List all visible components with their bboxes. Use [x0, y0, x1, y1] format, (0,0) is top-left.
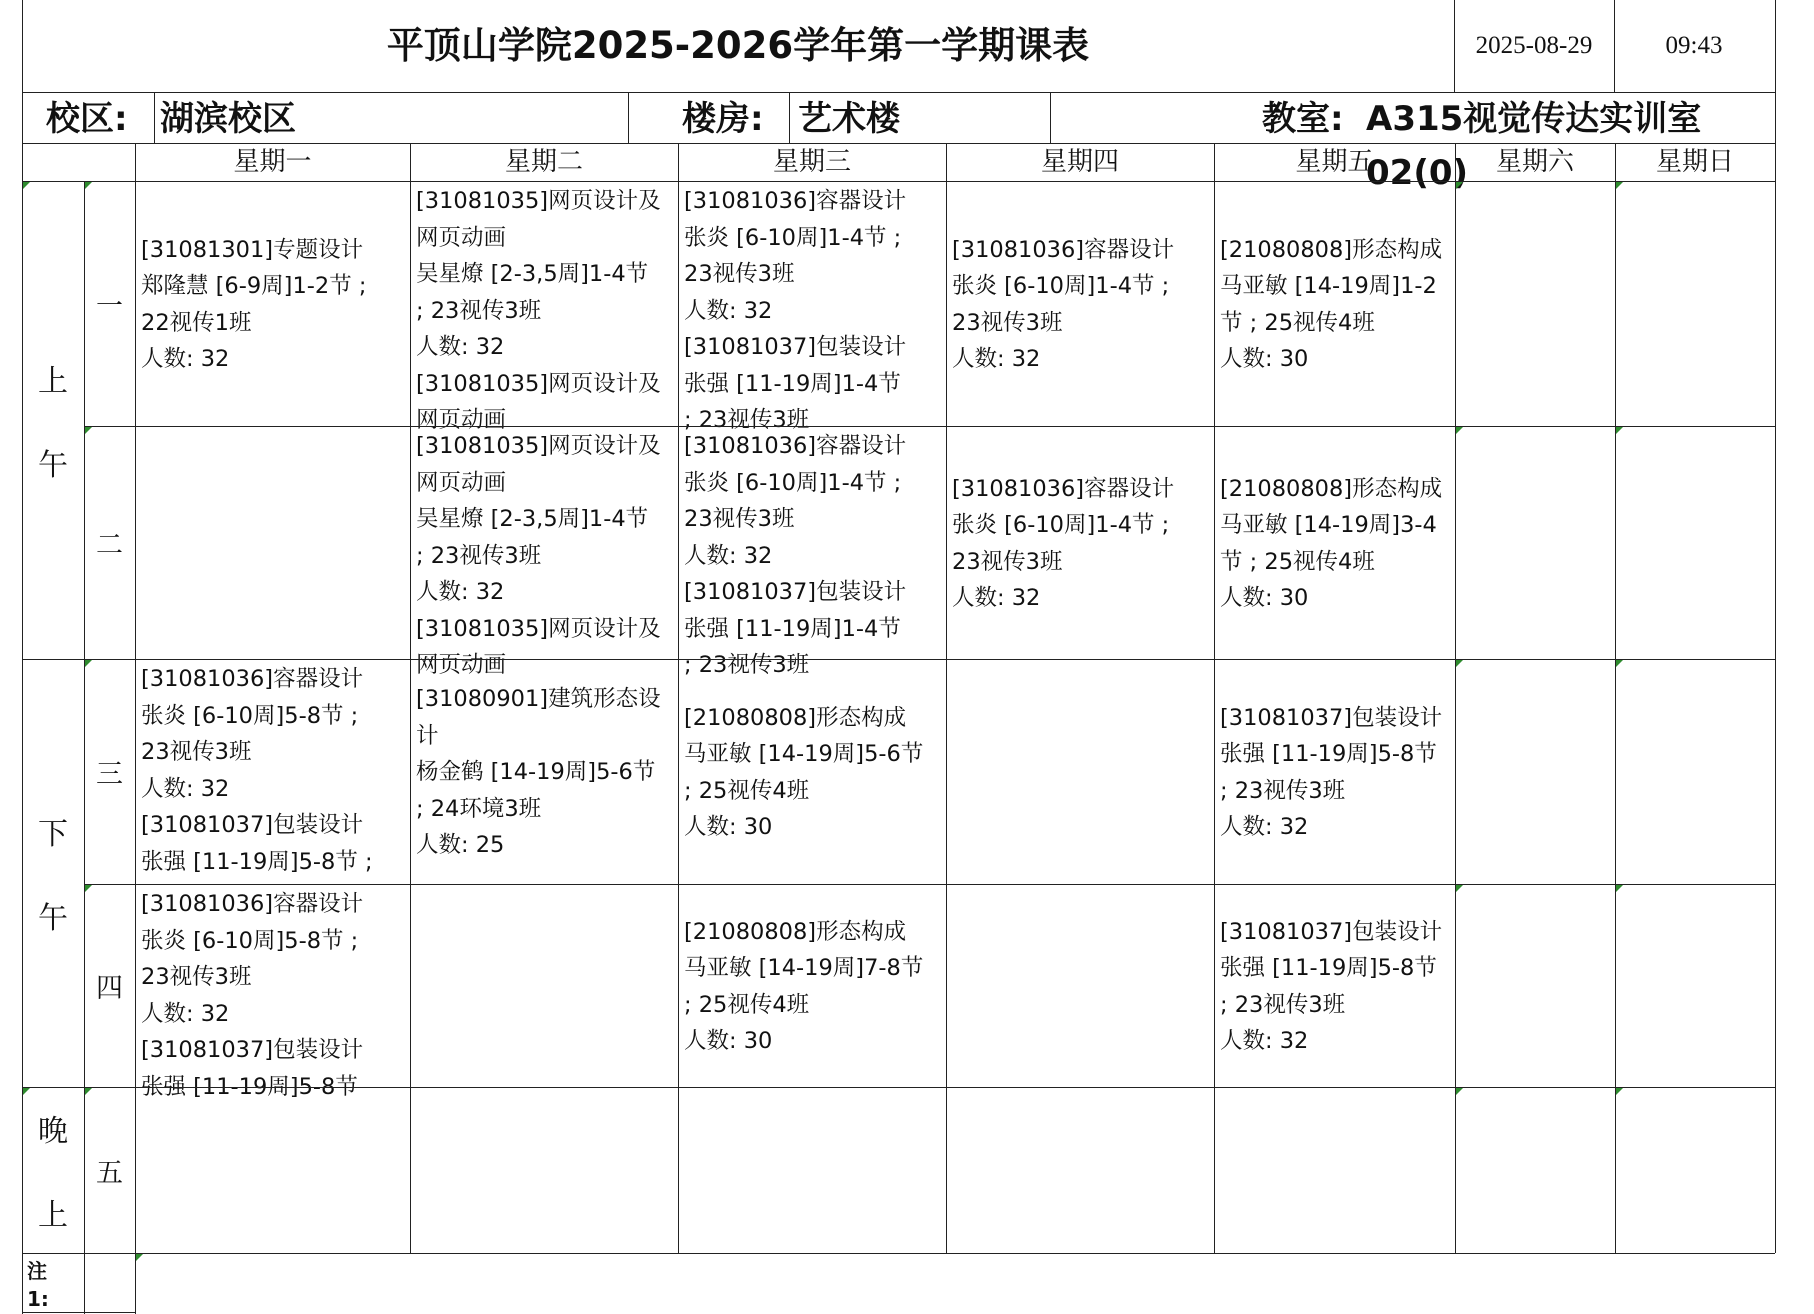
course-text: [31081036]容器设计 张炎 [6-10周]1-4节 ; 23视传3班 人数: 32: [952, 236, 1175, 372]
course-text: [31081036]容器设计 张炎 [6-10周]1-4节 ; 23视传3班 人数: 32: [952, 475, 1175, 611]
course-text: [31080901]建筑形态设 计 杨金鹤 [14-19周]5-6节 ; 24环境3班 人数: 25: [416, 686, 661, 859]
day-header-fri: 星期五: [1295, 147, 1374, 177]
grid-line: [84, 884, 1775, 885]
grid-line: [1614, 0, 1615, 92]
cell-marker: [1456, 885, 1463, 892]
course-text: [31081037]包装设计 张强 [11-19周]5-8节 ; 23视传3班 人数: 32: [1220, 918, 1443, 1054]
cell-marker: [85, 427, 92, 434]
campus-label: 校区:: [46, 99, 128, 139]
period-5-label: 五: [96, 1157, 123, 1189]
building-value: 艺术楼: [798, 99, 900, 139]
course-p4-fri[interactable]: [1214, 884, 1455, 1087]
grid-line: [410, 143, 411, 1253]
cell-marker: [85, 1088, 92, 1095]
course-p3-fri[interactable]: [1214, 659, 1455, 884]
grid-line: [789, 92, 790, 143]
course-p2-fri[interactable]: [1214, 426, 1455, 659]
course-p2-tue[interactable]: [31081035]网页设计及 网页动画 吴星燎 [2-3,5周]1-4节 ; 23视传3班 人数: 32 [31081035]网页设计及 网页动画: [416, 433, 661, 678]
grid-line: [22, 92, 1775, 93]
grid-line: [154, 92, 155, 143]
grid-line: [1615, 143, 1616, 1253]
grid-line: [22, 1312, 135, 1313]
note-label: 注 1:: [27, 1259, 49, 1311]
cell-marker: [1616, 660, 1623, 667]
grid-line: [135, 143, 136, 1314]
grid-line: [22, 1253, 1775, 1254]
grid-line: [678, 143, 679, 1253]
cell-marker: [1616, 1088, 1623, 1095]
grid-line: [1455, 143, 1456, 1253]
course-text: [31081301]专题设计 郑隆慧 [6-9周]1-2节 ; 22视传1班 人数: 32: [141, 236, 367, 372]
building-label: 楼房:: [682, 99, 764, 139]
cell-marker: [23, 182, 30, 189]
period-4-label: 四: [96, 973, 123, 1004]
grid-line: [84, 181, 85, 1314]
course-p1-tue[interactable]: [31081035]网页设计及 网页动画 吴星燎 [2-3,5周]1-4节 ; 23视传3班 人数: 32 [31081035]网页设计及 网页动画: [416, 188, 661, 433]
day-header-mon: 星期一: [233, 147, 312, 177]
morning-char-2: 午: [38, 448, 68, 483]
day-header-sat: 星期六: [1495, 147, 1574, 177]
afternoon-label: [22, 659, 84, 1087]
grid-line: [22, 659, 1775, 660]
course-p2-thu[interactable]: [946, 426, 1214, 659]
cell-marker: [23, 1088, 30, 1095]
cell-marker: [1456, 427, 1463, 434]
day-header-tue: 星期二: [504, 147, 583, 177]
cell-marker: [136, 1254, 143, 1261]
classroom-value: A315视觉传达实训室02(0): [1366, 99, 1702, 193]
grid-line: [84, 426, 1775, 427]
grid-line: [946, 143, 947, 1253]
grid-line: [22, 181, 1775, 182]
classroom-label: 教室:: [1262, 99, 1344, 139]
period-2-label: 二: [96, 530, 123, 561]
course-p4-mon[interactable]: [31081036]容器设计 张炎 [6-10周]5-8节 ; 23视传3班 人数: 32 [31081037]包装设计 张强 [11-19周]5-8节: [141, 891, 364, 1100]
print-time: 09:43: [1665, 32, 1723, 59]
course-text: [31081037]包装设计 张强 [11-19周]5-8节 ; 23视传3班 人数: 32: [1220, 704, 1443, 840]
morning-char-1: 上: [38, 364, 68, 399]
course-text: [21080808]形态构成 马亚敏 [14-19周]1-2 节 ; 25视传4班 人数: 30: [1220, 236, 1443, 372]
grid-line: [22, 1087, 1775, 1088]
course-p1-thu[interactable]: [946, 181, 1214, 426]
cell-marker: [1616, 885, 1623, 892]
day-header-thu: 星期四: [1040, 147, 1119, 177]
cell-marker: [85, 182, 92, 189]
cell-marker: [85, 885, 92, 892]
page-title: 平顶山学院2025-2026学年第一学期课表: [386, 24, 1090, 67]
grid-line: [1050, 92, 1051, 143]
evening-char-2: 上: [38, 1198, 68, 1233]
course-text: [21080808]形态构成 马亚敏 [14-19周]5-6节 ; 25视传4班 人数: 30: [684, 704, 924, 840]
course-p4-wed[interactable]: [678, 884, 946, 1087]
grid-line: [1454, 0, 1455, 92]
afternoon-char-2: 午: [38, 901, 68, 936]
grid-line: [1775, 0, 1776, 1253]
evening-char-1: 晚: [38, 1114, 68, 1149]
campus-value: 湖滨校区: [160, 99, 296, 139]
course-p3-wed[interactable]: [678, 659, 946, 884]
cell-marker: [1456, 182, 1463, 189]
afternoon-char-1: 下: [38, 817, 68, 852]
grid-line: [628, 92, 629, 143]
course-p3-tue[interactable]: [410, 659, 678, 884]
course-text: [21080808]形态构成 马亚敏 [14-19周]7-8节 ; 25视传4班 人数: 30: [684, 918, 924, 1054]
cell-marker: [1616, 182, 1623, 189]
course-p1-mon[interactable]: [135, 181, 410, 426]
course-p1-wed[interactable]: [31081036]容器设计 张炎 [6-10周]1-4节 ; 23视传3班 人数: 32 [31081037]包装设计 张强 [11-19周]1-4节 ; 23视传3班: [684, 188, 907, 433]
day-header-sun: 星期日: [1655, 147, 1734, 177]
period-3-label: 三: [96, 759, 123, 790]
cell-marker: [85, 660, 92, 667]
evening-label: [22, 1087, 84, 1253]
cell-marker: [1616, 427, 1623, 434]
course-text: [21080808]形态构成 马亚敏 [14-19周]3-4 节 ; 25视传4班 人数: 30: [1220, 475, 1443, 611]
cell-marker: [1456, 1088, 1463, 1095]
course-p1-fri[interactable]: [1214, 181, 1455, 426]
grid-line: [22, 0, 23, 1314]
note-text: [135, 1253, 1775, 1314]
course-p2-wed[interactable]: [31081036]容器设计 张炎 [6-10周]1-4节 ; 23视传3班 人数: 32 [31081037]包装设计 张强 [11-19周]1-4节 ; 23视传3班: [684, 433, 907, 678]
course-p3-mon[interactable]: [31081036]容器设计 张炎 [6-10周]5-8节 ; 23视传3班 人数: 32 [31081037]包装设计 张强 [11-19周]5-8节 ;: [141, 666, 373, 875]
cell-marker: [1456, 660, 1463, 667]
period-1-label: 一: [96, 291, 123, 322]
day-header-wed: 星期三: [772, 147, 851, 177]
print-date: 2025-08-29: [1475, 32, 1593, 59]
grid-line: [22, 143, 1775, 144]
morning-label: [22, 181, 84, 659]
grid-line: [1214, 143, 1215, 1253]
